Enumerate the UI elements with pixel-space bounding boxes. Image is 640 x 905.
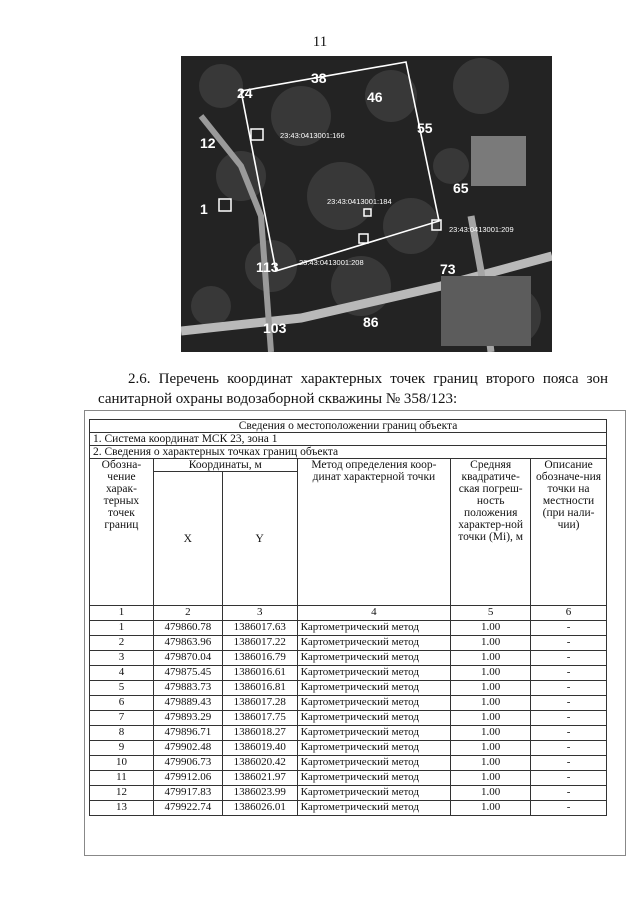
point-number: 1 <box>90 621 154 636</box>
point-number: 3 <box>90 651 154 666</box>
description: - <box>531 696 607 711</box>
coord-y: 1386023.99 <box>222 786 297 801</box>
description: - <box>531 666 607 681</box>
coord-x: 479883.73 <box>153 681 222 696</box>
table-row <box>90 651 607 666</box>
column-number: 4 <box>297 606 451 621</box>
coord-y: 1386026.01 <box>222 801 297 816</box>
coord-x: 479893.29 <box>153 711 222 726</box>
column-number: 1 <box>90 606 154 621</box>
description: - <box>531 756 607 771</box>
map-canvas <box>181 56 552 352</box>
method: Картометрический метод <box>297 726 451 741</box>
table-row <box>90 636 607 651</box>
coord-y: 1386016.61 <box>222 666 297 681</box>
table-row <box>90 666 607 681</box>
table-row <box>90 726 607 741</box>
table-row <box>90 771 607 786</box>
coord-x: 479889.43 <box>153 696 222 711</box>
header-method: Метод определения коор-динат характерной точки <box>297 459 451 606</box>
method: Картометрический метод <box>297 756 451 771</box>
method: Картометрический метод <box>297 696 451 711</box>
error-value: 1.00 <box>451 666 531 681</box>
description: - <box>531 681 607 696</box>
column-number: 5 <box>451 606 531 621</box>
method: Картометрический метод <box>297 621 451 636</box>
coord-y: 1386017.22 <box>222 636 297 651</box>
table-row <box>90 681 607 696</box>
satellite-map <box>181 56 552 352</box>
parcel-label: 103 <box>263 320 287 336</box>
building-lot <box>441 276 531 346</box>
coord-x: 479912.06 <box>153 771 222 786</box>
coord-x: 479863.96 <box>153 636 222 651</box>
table-row <box>90 741 607 756</box>
header-error: Средняя квадратиче-ская погреш-ность положения характер-ной точки (Mi), м <box>451 459 531 606</box>
table-section-1: 1. Система координат МСК 23, зона 1 <box>90 433 607 446</box>
error-value: 1.00 <box>451 741 531 756</box>
description: - <box>531 771 607 786</box>
point-number: 8 <box>90 726 154 741</box>
table-row <box>90 786 607 801</box>
cadastral-label: 23:43:0413001:166 <box>280 131 345 140</box>
method: Картометрический метод <box>297 771 451 786</box>
column-number: 6 <box>531 606 607 621</box>
point-number: 13 <box>90 801 154 816</box>
method: Картометрический метод <box>297 651 451 666</box>
description: - <box>531 726 607 741</box>
table-section-2: 2. Сведения о характерных точках границ объекта <box>90 446 607 459</box>
error-value: 1.00 <box>451 711 531 726</box>
cadastral-label: 23:43:0413001:184 <box>327 197 392 206</box>
error-value: 1.00 <box>451 681 531 696</box>
description: - <box>531 801 607 816</box>
table-row <box>90 711 607 726</box>
error-value: 1.00 <box>451 786 531 801</box>
coord-y: 1386021.97 <box>222 771 297 786</box>
coord-x: 479860.78 <box>153 621 222 636</box>
table-row <box>90 696 607 711</box>
coord-x: 479896.71 <box>153 726 222 741</box>
error-value: 1.00 <box>451 651 531 666</box>
parcel-label: 113 <box>256 259 279 275</box>
parcel-label: 73 <box>440 261 456 277</box>
parcel-label: 38 <box>311 70 327 86</box>
table-row <box>90 801 607 816</box>
description: - <box>531 711 607 726</box>
method: Картометрический метод <box>297 801 451 816</box>
parcel-label: 12 <box>200 135 216 151</box>
point-number: 7 <box>90 711 154 726</box>
table-row <box>90 756 607 771</box>
parcel-label: 24 <box>237 85 253 101</box>
building-block <box>471 136 526 186</box>
coord-y: 1386020.42 <box>222 756 297 771</box>
error-value: 1.00 <box>451 726 531 741</box>
coord-y: 1386017.75 <box>222 711 297 726</box>
page-number: 11 <box>312 34 328 50</box>
parcel-label: 46 <box>367 89 383 105</box>
coord-x: 479875.45 <box>153 666 222 681</box>
error-value: 1.00 <box>451 771 531 786</box>
coord-y: 1386016.79 <box>222 651 297 666</box>
coord-y: 1386016.81 <box>222 681 297 696</box>
description: - <box>531 786 607 801</box>
coord-y: 1386017.28 <box>222 696 297 711</box>
column-number: 3 <box>222 606 297 621</box>
point-number: 6 <box>90 696 154 711</box>
point-number: 9 <box>90 741 154 756</box>
header-description: Описание обозначе-ния точки на местности (при нали-чии) <box>531 459 607 606</box>
description: - <box>531 621 607 636</box>
method: Картометрический метод <box>297 786 451 801</box>
description: - <box>531 636 607 651</box>
point-number: 12 <box>90 786 154 801</box>
description: - <box>531 651 607 666</box>
column-number: 2 <box>153 606 222 621</box>
method: Картометрический метод <box>297 681 451 696</box>
section-heading: 2.6. Перечень координат характерных точек границ второго пояса зон санитарной охраны водозаборной скважины № 358/123: <box>98 371 608 407</box>
header-point: Обозна-чение харак-терных точек границ <box>90 459 154 606</box>
error-value: 1.00 <box>451 636 531 651</box>
coord-y: 1386019.40 <box>222 741 297 756</box>
method: Картометрический метод <box>297 741 451 756</box>
point-number: 2 <box>90 636 154 651</box>
header-y: Y <box>222 472 297 606</box>
table-row <box>90 621 607 636</box>
coord-x: 479906.73 <box>153 756 222 771</box>
parcel-label: 1 <box>200 201 208 217</box>
table-title: Сведения о местоположении границ объекта <box>90 420 607 433</box>
point-number: 5 <box>90 681 154 696</box>
error-value: 1.00 <box>451 801 531 816</box>
cadastral-label: 23:43:0413001:208 <box>299 258 364 267</box>
column-number-row <box>90 606 607 621</box>
point-number: 4 <box>90 666 154 681</box>
method: Картометрический метод <box>297 711 451 726</box>
error-value: 1.00 <box>451 696 531 711</box>
point-number: 10 <box>90 756 154 771</box>
coord-x: 479922.74 <box>153 801 222 816</box>
parcel-label: 65 <box>453 180 469 196</box>
method: Картометрический метод <box>297 666 451 681</box>
coord-y: 1386017.63 <box>222 621 297 636</box>
description: - <box>531 741 607 756</box>
coord-y: 1386018.27 <box>222 726 297 741</box>
header-x: X <box>153 472 222 606</box>
error-value: 1.00 <box>451 756 531 771</box>
parcel-label: 55 <box>417 120 433 136</box>
coord-x: 479917.83 <box>153 786 222 801</box>
header-coordinates: Координаты, м <box>153 459 297 472</box>
error-value: 1.00 <box>451 621 531 636</box>
coordinates-table <box>89 419 607 816</box>
point-number: 11 <box>90 771 154 786</box>
coord-x: 479902.48 <box>153 741 222 756</box>
cadastral-label: 23:43:0413001:209 <box>449 225 514 234</box>
parcel-label: 86 <box>363 314 379 330</box>
method: Картометрический метод <box>297 636 451 651</box>
coord-x: 479870.04 <box>153 651 222 666</box>
